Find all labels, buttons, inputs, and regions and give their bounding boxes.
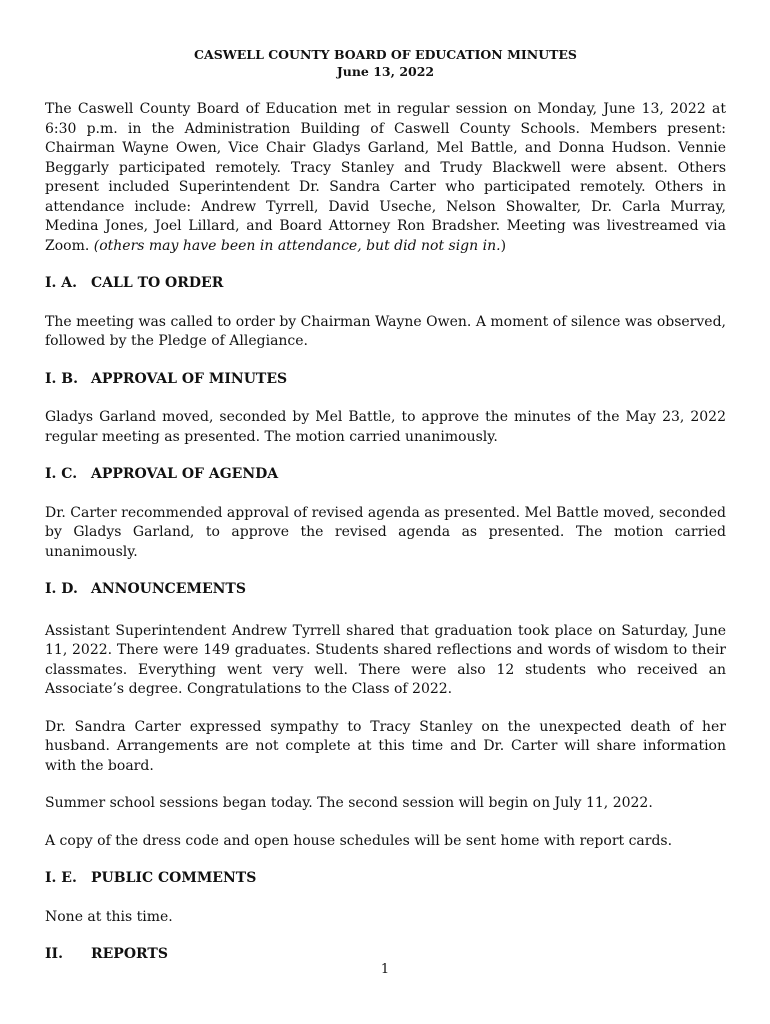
section-title: APPROVAL OF AGENDA (91, 466, 279, 482)
section-number: I. C. (45, 466, 78, 482)
section-number: I. B. (45, 370, 79, 387)
section-heading-call-to-order (45, 274, 726, 294)
page-number: 1 (380, 962, 390, 977)
public-comments-paragraph: None at this time. (45, 908, 173, 925)
intro-paragraph (45, 100, 726, 256)
agenda-paragraph: Dr. Carter recommended approval of revised agenda as presented. Mel Battle moved, seconded by Gladys Garland, to approve the revised agenda as presented. The motion carried unanimously. (45, 504, 726, 560)
document-date: June 13, 2022 (336, 64, 435, 79)
announcement-paragraph: Dr. Sandra Carter expressed sympathy to Tracy Stanley on the unexpected death of her husband. Arrangements are not complete at this time and Dr. Carter will share information with the board. (45, 718, 726, 774)
section-number: I. D. (45, 581, 78, 597)
attendance-note-close: ) (500, 237, 507, 254)
call-to-order-paragraph: The meeting was called to order by Chairman Wayne Owen. A moment of silence was observed, followed by the Pledge of Allegiance. (45, 313, 726, 349)
section-number: I. A. (45, 275, 78, 291)
document-title: CASWELL COUNTY BOARD OF EDUCATION MINUTES (194, 47, 577, 62)
section-heading-approval-of-agenda (45, 465, 726, 485)
section-heading-public-comments (45, 869, 726, 889)
attendance-note: (others may have been in attendance, but did not sign in. (93, 237, 501, 254)
announcement-paragraph: Assistant Superintendent Andrew Tyrrell shared that graduation took place on Saturday, June 11, 2022. There were 149 graduates. Students shared reflections and words of wisdom to their classmates. Everything went very well. There were also 12 students who received an Associate’s degree. Congratulations to the Class of 2022. (45, 622, 726, 697)
section-title: REPORTS (91, 946, 168, 962)
intro-text: The Caswell County Board of Education met in regular session on Monday, June 13, 2022 at 6:30 p.m. in the Administration Building of Caswell County Schools. Members present: Chairman Wayne Owen, Vice Chair Gladys Garland, Mel Battle, and Donna Hudson. Vennie Beggarly participated remotely. Tracy Stanley and Trudy Blackwell were absent. Others present included Superintendent Dr. Sandra Carter who participated remotely. Others in attendance include: Andrew Tyrrell, David Useche, Nelson Showalter, Dr. Carla Murray, Medina Jones, Joel Lillard, and Board Attorney Ron Bradsher. Meeting was livestreamed via Zoom. (45, 101, 726, 254)
section-title: PUBLIC COMMENTS (91, 870, 257, 886)
minutes-paragraph: Gladys Garland moved, seconded by Mel Battle, to approve the minutes of the May 23, 2022 regular meeting as presented. The motion carried unanimously. (45, 409, 726, 445)
section-title: CALL TO ORDER (91, 275, 224, 291)
section-number: II. (45, 946, 63, 962)
section-heading-announcements (45, 580, 726, 600)
section-number: I. E. (45, 870, 77, 886)
section-title: APPROVAL OF MINUTES (91, 370, 288, 387)
announcement-paragraph: A copy of the dress code and open house schedules will be sent home with report cards. (45, 832, 673, 849)
announcement-paragraph: Summer school sessions began today. The second session will begin on July 11, 2022. (45, 795, 653, 811)
document-page (45, 46, 726, 965)
section-title: ANNOUNCEMENTS (91, 581, 246, 597)
section-heading-approval-of-minutes (45, 370, 726, 390)
